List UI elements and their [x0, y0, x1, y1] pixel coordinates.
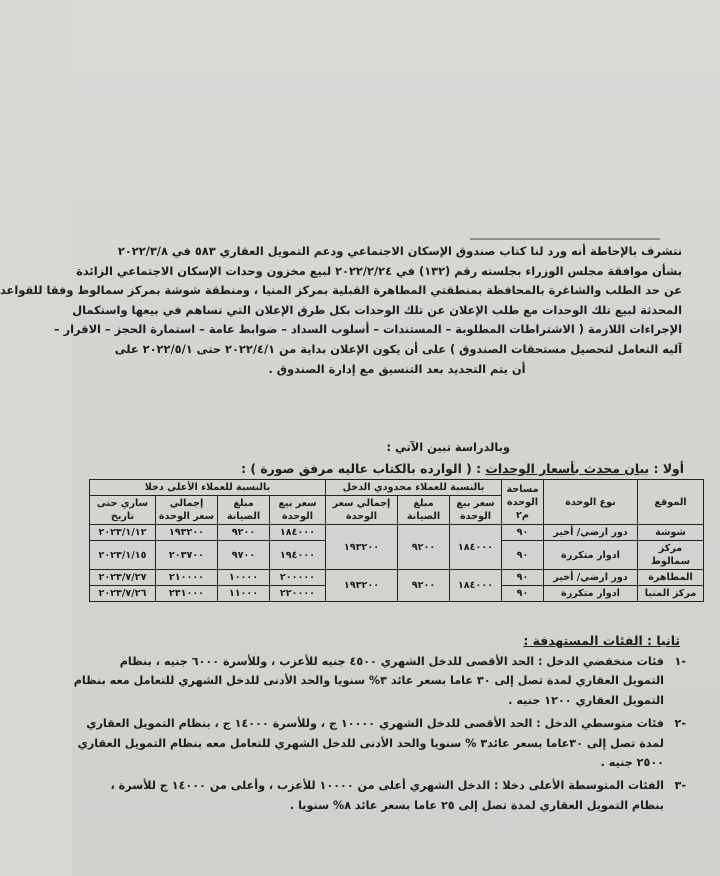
cell-location: مركز سمالوط: [638, 541, 704, 570]
cell-unit-type: ادوار متكررة: [544, 541, 638, 570]
list-item: [112, 776, 686, 815]
category-number: -١: [674, 655, 686, 668]
cell-location: المطاهرة: [638, 570, 704, 586]
section1-suffix: : ( الوارده بالكتاب عاليه مرفق صورة ) :: [241, 461, 482, 476]
header-high-maintenance: مبلغ الصيانة: [217, 496, 269, 525]
category-line: التمويل العقاري ١٢٠٠ جنيه .: [508, 693, 664, 707]
category-number: -٢: [674, 717, 686, 731]
category-line: فئات متوسطي الدخل : الحد الأقصى للدخل الشهري ١٠٠٠٠ ج ، وللأسرة ١٤٠٠٠ ج ، بنظام التمويل العقاري: [86, 717, 664, 731]
cell-area: ٩٠: [502, 586, 544, 602]
intro-line: نتشرف بالإحاطة أنه ورد لنا كتاب صندوق الإسكان الاجتماعي ودعم التمويل العقاري ٥٨٣ في ٢٠٢٢/٣/٨: [117, 244, 682, 258]
intro-line: أن يتم التجديد بعد التنسيق مع إدارة الصندوق .: [268, 361, 526, 376]
cell-high-price: ٢٢٠٠٠٠: [269, 586, 325, 602]
cell-high-total: ٢٠٣٧٠٠: [155, 541, 217, 570]
header-unit-type: نوع الوحدة: [544, 480, 638, 525]
target-categories-list: [73, 652, 686, 819]
cell-high-maintenance: ٩٢٠٠: [217, 525, 269, 541]
intro-paragraph: [0, 242, 682, 379]
intro-line: المحدثة لبيع تلك الوحدات مع طلب الإعلان عن تلك الوحدات بكل طرق الإعلان التي تساهم في بيعها واستكمال: [72, 302, 682, 317]
table-row: [89, 570, 703, 586]
cell-low-maintenance: ٩٢٠٠: [398, 570, 450, 602]
cell-area: ٩٠: [502, 525, 544, 541]
section1-title: بيان محدث بأسعار الوحدات: [485, 461, 650, 476]
cell-high-total: ١٩٣٢٠٠: [155, 525, 217, 541]
header-high-price: سعر بيع الوحدة: [269, 496, 325, 525]
cell-high-maintenance: ٩٧٠٠: [217, 541, 269, 570]
header-low-price: سعر بيع الوحدة: [450, 496, 502, 525]
intro-line: عن حد الطلب والشاغرة بالمحافظة بمنطقتي المطاهرة القبلية بمركز المنيا ، ومنطقة شوشة بمركز سمالوط وفقا للقواعد: [0, 283, 682, 298]
unit-prices-table: [89, 479, 704, 602]
header-low-total: إجمالي سعر الوحدة: [325, 496, 397, 525]
intro-line: آليه التعامل لتحصيل مستحقات الصندوق ) على أن يكون الإعلان بداية من ٢٠٢٢/٤/١ حتى ٢٠٢٢/٥/١ على: [114, 341, 682, 356]
cell-valid-until: ٢٠٢٣/١/١٥: [89, 541, 155, 570]
cell-area: ٩٠: [502, 541, 544, 570]
table-header-row: [89, 480, 703, 496]
cell-low-maintenance: ٩٢٠٠: [398, 525, 450, 570]
header-area: مساحة الوحدة م٢: [502, 480, 544, 525]
header-group-high-income: بالنسبة للعملاء الأعلى دخلا: [89, 480, 325, 496]
category-line: التمويل العقاري لمدة تصل إلى ٣٠ عاما بسعر عائد ٣% سنويا والحد الأدنى للدخل الشهري للتعامل معه بنظام: [73, 674, 664, 688]
cell-high-maintenance: ١١٠٠٠: [217, 586, 269, 602]
cell-area: ٩٠: [502, 570, 544, 586]
cell-location: شوشة: [638, 525, 704, 541]
header-high-total: إجمالي سعر الوحدة: [155, 496, 217, 525]
cell-low-price: ١٨٤٠٠٠: [450, 525, 502, 570]
section1-number: أولا :: [653, 461, 684, 476]
header-valid-until: ساري حتى تاريخ: [89, 496, 155, 525]
cell-high-total: ٢٣١٠٠٠: [155, 586, 217, 602]
cell-low-total: ١٩٣٢٠٠: [325, 570, 397, 602]
intro-line: بشأن موافقة مجلس الوزراء بجلسته رقم (١٣٢) في ٢٠٢٢/٢/٢٤ لبيع مخزون وحدات الإسكان الاجتماعي الزائدة: [76, 263, 682, 278]
cell-unit-type: دور ارضي/ أخير: [544, 570, 638, 586]
intro-line: الإجراءات اللازمة ( الاشتراطات المطلوبة – المستندات – أسلوب السداد – ضوابط عامة – استمارة الحجز – الاقرار –: [53, 322, 682, 337]
section1-heading: [241, 461, 684, 476]
cell-unit-type: ادوار متكررة: [544, 586, 638, 602]
cell-low-total: ١٩٣٢٠٠: [325, 525, 397, 570]
cell-valid-until: ٢٠٢٣/٧/٢٦: [89, 586, 155, 602]
header-location: الموقع: [638, 480, 704, 525]
cell-high-price: ١٩٤٠٠٠: [269, 541, 325, 570]
cell-high-maintenance: ١٠٠٠٠: [217, 570, 269, 586]
section2-heading: ثانيا : الفئات المستهدفة :: [523, 633, 680, 648]
header-group-low-income: بالنسبة للعملاء محدودي الدخل: [325, 480, 501, 496]
list-item: [73, 652, 686, 710]
category-line: الفئات المتوسطة الأعلى دخلا : الدخل الشهري أعلى من ١٠٠٠٠ للأعزب ، وأعلى من ١٤٠٠٠ ج للأسرة ،: [110, 779, 664, 793]
cell-valid-until: ٢٠٢٣/١/١٢: [89, 525, 155, 541]
category-line: ٢٥٠٠ جنيه .: [600, 756, 664, 770]
category-line: بنظام التمويل العقاري لمدة تصل إلى ٢٥ عاما بسعر عائد ٨% سنويا .: [289, 798, 664, 812]
cell-unit-type: دور ارضي/ أخير: [544, 525, 638, 541]
table-row: [89, 525, 703, 541]
cell-location: مركز المنيا: [638, 586, 704, 602]
category-line: فئات منخفضي الدخل : الحد الأقصى للدخل الشهري ٤٥٠٠ جنيه للأعزب ، وللأسرة ٦٠٠٠ جنيه ، بنظام: [119, 655, 664, 668]
cell-valid-until: ٢٠٢٣/٧/٢٧: [89, 570, 155, 586]
category-line: لمدة تصل إلى ٣٠عاما بسعر عائد٣ % سنويا والحد الأدنى للدخل الشهري للتعامل معه بنظام التمويل العقاري: [77, 736, 664, 750]
cell-high-total: ٢١٠٠٠٠: [155, 570, 217, 586]
category-number: -٣: [674, 779, 686, 793]
cell-high-price: ١٨٤٠٠٠: [269, 525, 325, 541]
study-line: وبالدراسة تبين الآتي :: [386, 440, 510, 454]
header-low-maintenance: مبلغ الصيانة: [398, 496, 450, 525]
cell-high-price: ٢٠٠٠٠٠: [269, 570, 325, 586]
list-item: [77, 714, 686, 772]
cell-low-price: ١٨٤٠٠٠: [450, 570, 502, 602]
